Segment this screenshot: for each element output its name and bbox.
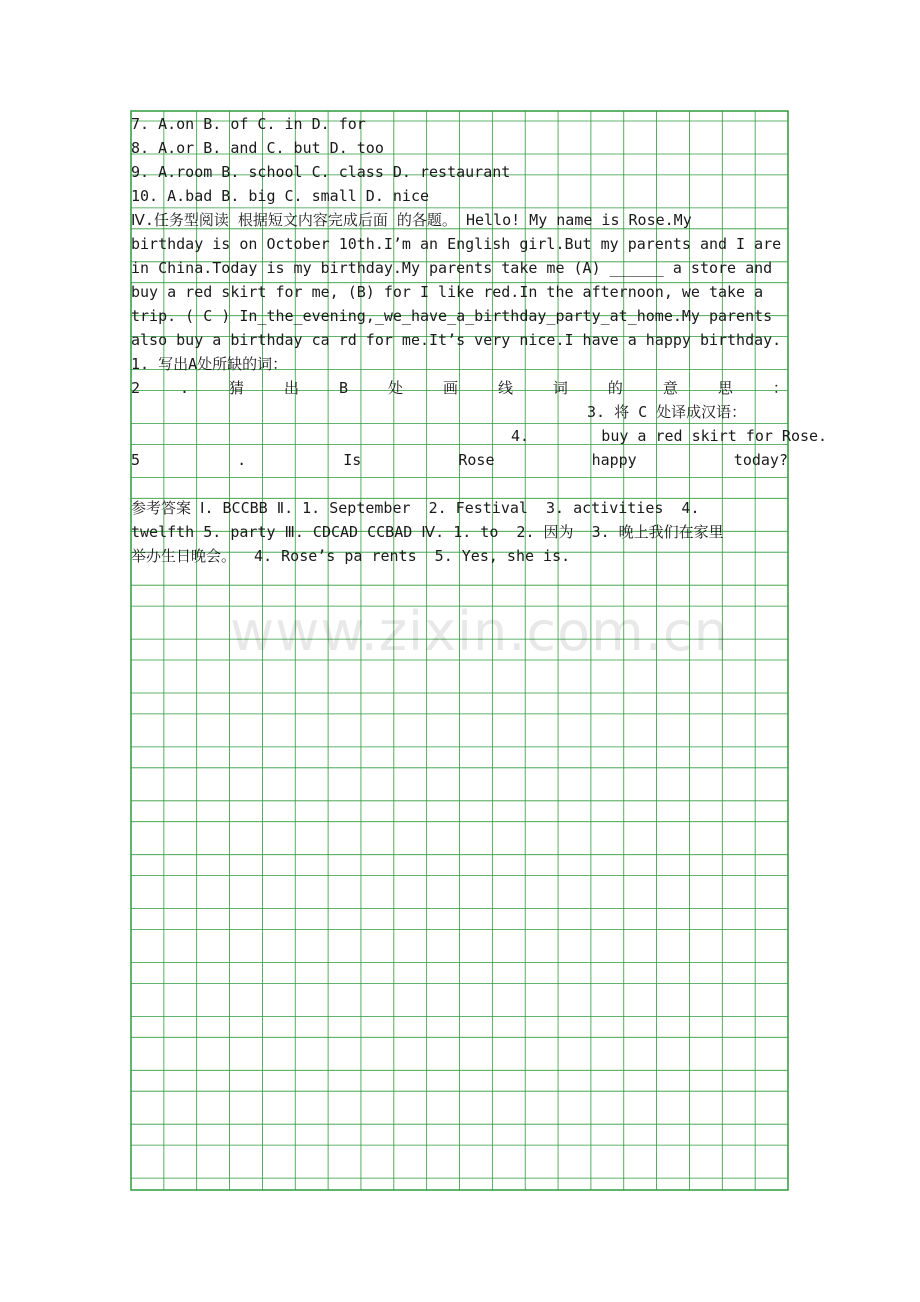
task-2 xyxy=(131,376,788,400)
watermark: www.zixin.com.cn xyxy=(230,600,729,663)
task-2-word: 处 xyxy=(387,379,403,397)
task-2-word: 出 xyxy=(283,379,299,397)
passage-line-2: birthday is on October 10th.I’m an English girl.But my parents and I are xyxy=(131,235,782,253)
passage-line-1: Ⅳ.任务型阅读 根据短文内容完成后面 的各题。 Hello! My name is Rose.My xyxy=(131,211,692,229)
task-2-word: 思 xyxy=(717,379,733,397)
task-2-word: 词 xyxy=(552,379,568,397)
task-2-word: B xyxy=(338,379,348,397)
task-5-word: Is xyxy=(343,451,362,469)
task-5 xyxy=(131,448,788,472)
passage-line-5: trip. ( C ) In_the_evening,_we_have_a_birthday_party_at_home.My parents xyxy=(131,307,773,325)
task-2-word: 猜 xyxy=(229,379,245,397)
task-5-word: happy xyxy=(591,451,637,469)
task-4: 4. buy a red skirt for Rose. xyxy=(511,427,828,445)
task-2-word: 意 xyxy=(662,379,678,397)
task-2-word: 画 xyxy=(442,379,458,397)
question-9: 9. A.room B. school C. class D. restaurant xyxy=(131,163,511,181)
answers-line-2: twelfth 5. party Ⅲ. CDCAD CCBAD Ⅳ. 1. to 2. 因为 3. 晚上我们在家里 xyxy=(131,523,724,541)
passage-line-4: buy a red skirt for me, (B) for I like red.In the afternoon, we take a xyxy=(131,283,764,301)
task-5-word: Rose xyxy=(458,451,495,469)
answers-line-1: 参考答案 Ⅰ. BCCBB Ⅱ. 1. September 2. Festival 3. activities 4. xyxy=(131,499,700,517)
question-10: 10. A.bad B. big C. small D. nice xyxy=(131,187,430,205)
passage-line-6: also buy a birthday ca rd for me.It’s very nice.I have a happy birthday. xyxy=(131,331,782,349)
question-7: 7. A.on B. of C. in D. for xyxy=(131,115,366,133)
task-1: 1. 写出A处所缺的词： xyxy=(131,355,288,373)
task-2-word: 2 xyxy=(131,379,141,397)
task-3: 3. 将 C 处译成汉语： xyxy=(587,403,747,421)
passage-line-3: in China.Today is my birthday.My parents take me (A) ______ a store and xyxy=(131,259,773,277)
task-5-word: today? xyxy=(733,451,788,469)
task-2-word: ： xyxy=(772,379,788,397)
task-2-word: 的 xyxy=(607,379,623,397)
task-5-word: . xyxy=(237,451,247,469)
question-8: 8. A.or B. and C. but D. too xyxy=(131,139,384,157)
task-5-word: 5 xyxy=(131,451,141,469)
task-2-word: 线 xyxy=(497,379,513,397)
task-2-word: . xyxy=(180,379,190,397)
answers-line-3: 举办生日晚会。 4. Rose’s pa rents 5. Yes, she is. xyxy=(131,547,571,565)
